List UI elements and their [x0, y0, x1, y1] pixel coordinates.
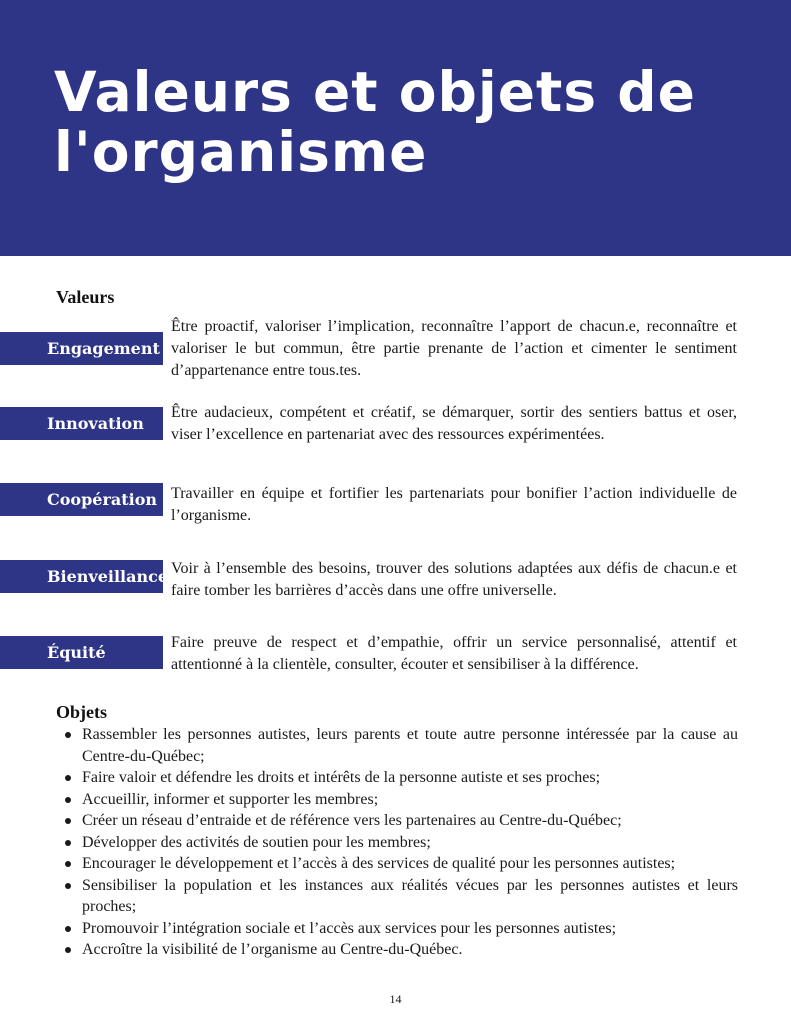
value-tag-equite: Équité	[0, 636, 163, 669]
page-title: Valeurs et objets de l'organisme	[54, 60, 696, 184]
value-description-cooperation: Travailler en équipe et fortifier les partenariats pour bonifier l’action individuelle de l’organisme.	[171, 485, 737, 524]
value-description-equite: Faire preuve de respect et d’empathie, offrir un service personnalisé, attentif et attentionné à la clientèle, consulter, écouter et sensibiliser à la différence.	[171, 634, 737, 673]
value-description-engagement: Être proactif, valoriser l’implication, reconnaître l’apport de chacun.e, reconnaître et valoriser le but commun, être partie prenante de l’action et cimenter le sentiment d’appartenance entre tous.tes.	[171, 318, 737, 379]
list-item: Encourager le développement et l’accès à des services de qualité pour les personnes autistes;	[62, 853, 738, 875]
list-item: Sensibiliser la population et les instances aux réalités vécues par les personnes autistes et leurs proches;	[62, 875, 738, 918]
list-item: Accueillir, informer et supporter les membres;	[62, 789, 738, 811]
value-description-bienveillance: Voir à l’ensemble des besoins, trouver des solutions adaptées aux défis de chacun.e et faire tomber les barrières d’accès dans une offre universelle.	[171, 560, 737, 599]
value-tag-bienveillance: Bienveillance	[0, 560, 163, 593]
list-item: Faire valoir et défendre les droits et intérêts de la personne autiste et ses proches;	[62, 767, 738, 789]
list-item: Rassembler les personnes autistes, leurs parents et toute autre personne intéressée par la cause au Centre-du-Québec;	[62, 724, 738, 767]
page-number: 14	[389, 992, 402, 1006]
value-tag-cooperation: Coopération	[0, 483, 163, 516]
objets-list	[62, 724, 738, 961]
list-item: Promouvoir l’intégration sociale et l’accès aux services pour les personnes autistes;	[62, 918, 738, 940]
value-tag-innovation: Innovation	[0, 407, 163, 440]
header-banner	[0, 0, 791, 256]
list-item: Développer des activités de soutien pour les membres;	[62, 832, 738, 854]
value-description-innovation: Être audacieux, compétent et créatif, se démarquer, sortir des sentiers battus et oser, viser l’excellence en partenariat avec des ressources expérimentées.	[171, 404, 737, 443]
objets-heading: Objets	[56, 702, 107, 722]
value-tag-engagement: Engagement	[0, 332, 163, 365]
list-item: Créer un réseau d’entraide et de référence vers les partenaires au Centre-du-Québec;	[62, 810, 738, 832]
list-item: Accroître la visibilité de l’organisme au Centre-du-Québec.	[62, 939, 738, 961]
valeurs-heading: Valeurs	[56, 287, 115, 307]
